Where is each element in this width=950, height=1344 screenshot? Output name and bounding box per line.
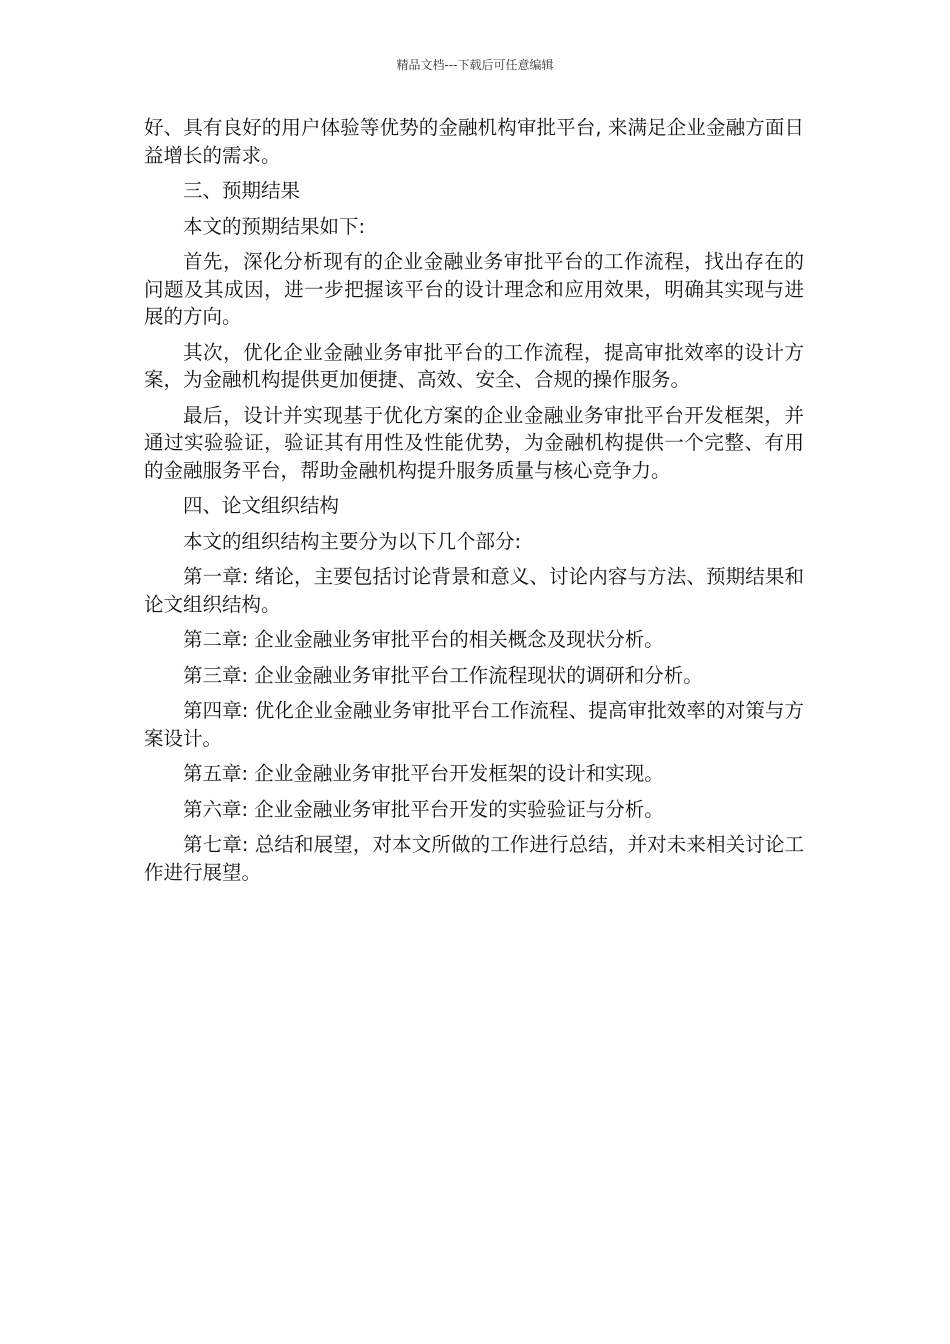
chapter-5-item: 第五章: 企业金融业务审批平台开发框架的设计和实现。	[183, 762, 664, 785]
paragraph-expected-results-intro: 本文的预期结果如下:	[183, 214, 366, 238]
document-body	[144, 114, 804, 894]
section-heading-thesis-structure: 四、论文组织结构	[183, 494, 340, 517]
chapter-6-item: 第六章: 企业金融业务审批平台开发的实验验证与分析。	[183, 797, 664, 821]
chapter-2-item: 第二章: 企业金融业务审批平台的相关概念及现状分析。	[183, 628, 664, 651]
chapter-3-item: 第三章: 企业金融业务审批平台工作流程现状的调研和分析。	[183, 663, 703, 687]
chapter-7-item: 第七章: 总结和展望，对本文所做的工作进行总结，并对未来相关讨论工作进行展望。	[144, 833, 804, 884]
paragraph-first: 首先，深化分析现有的企业金融业务审批平台的工作流程，找出存在的问题及其成因，进一步把握该平台的设计理念和应用效果，明确其实现与进展的方向。	[144, 250, 804, 328]
paragraph-structure-intro: 本文的组织结构主要分为以下几个部分:	[183, 529, 522, 553]
page-header: 精品文档---下载后可任意编辑	[396, 58, 554, 72]
paragraph-finally: 最后，设计并实现基于优化方案的企业金融业务审批平台开发框架，并通过实验验证，验证其有用性及性能优势，为金融机构提供一个完整、有用的金融服务平台，帮助金融机构提升服务质量与核心竞争力。	[144, 403, 804, 482]
chapter-4-item: 第四章: 优化企业金融业务审批平台工作流程、提高审批效率的对策与方案设计。	[144, 699, 804, 750]
paragraph-second: 其次，优化企业金融业务审批平台的工作流程，提高审批效率的设计方案，为金融机构提供更加便捷、高效、安全、合规的操作服务。	[144, 340, 804, 391]
paragraph-intro-continuation: 好、具有良好的用户体验等优势的金融机构审批平台, 来满足企业金融方面日益增长的需求。	[144, 116, 804, 167]
chapter-1-item: 第一章: 绪论，主要包括讨论背景和意义、讨论内容与方法、预期结果和论文组织结构。	[144, 565, 804, 616]
section-heading-expected-results: 三、预期结果	[183, 179, 301, 202]
